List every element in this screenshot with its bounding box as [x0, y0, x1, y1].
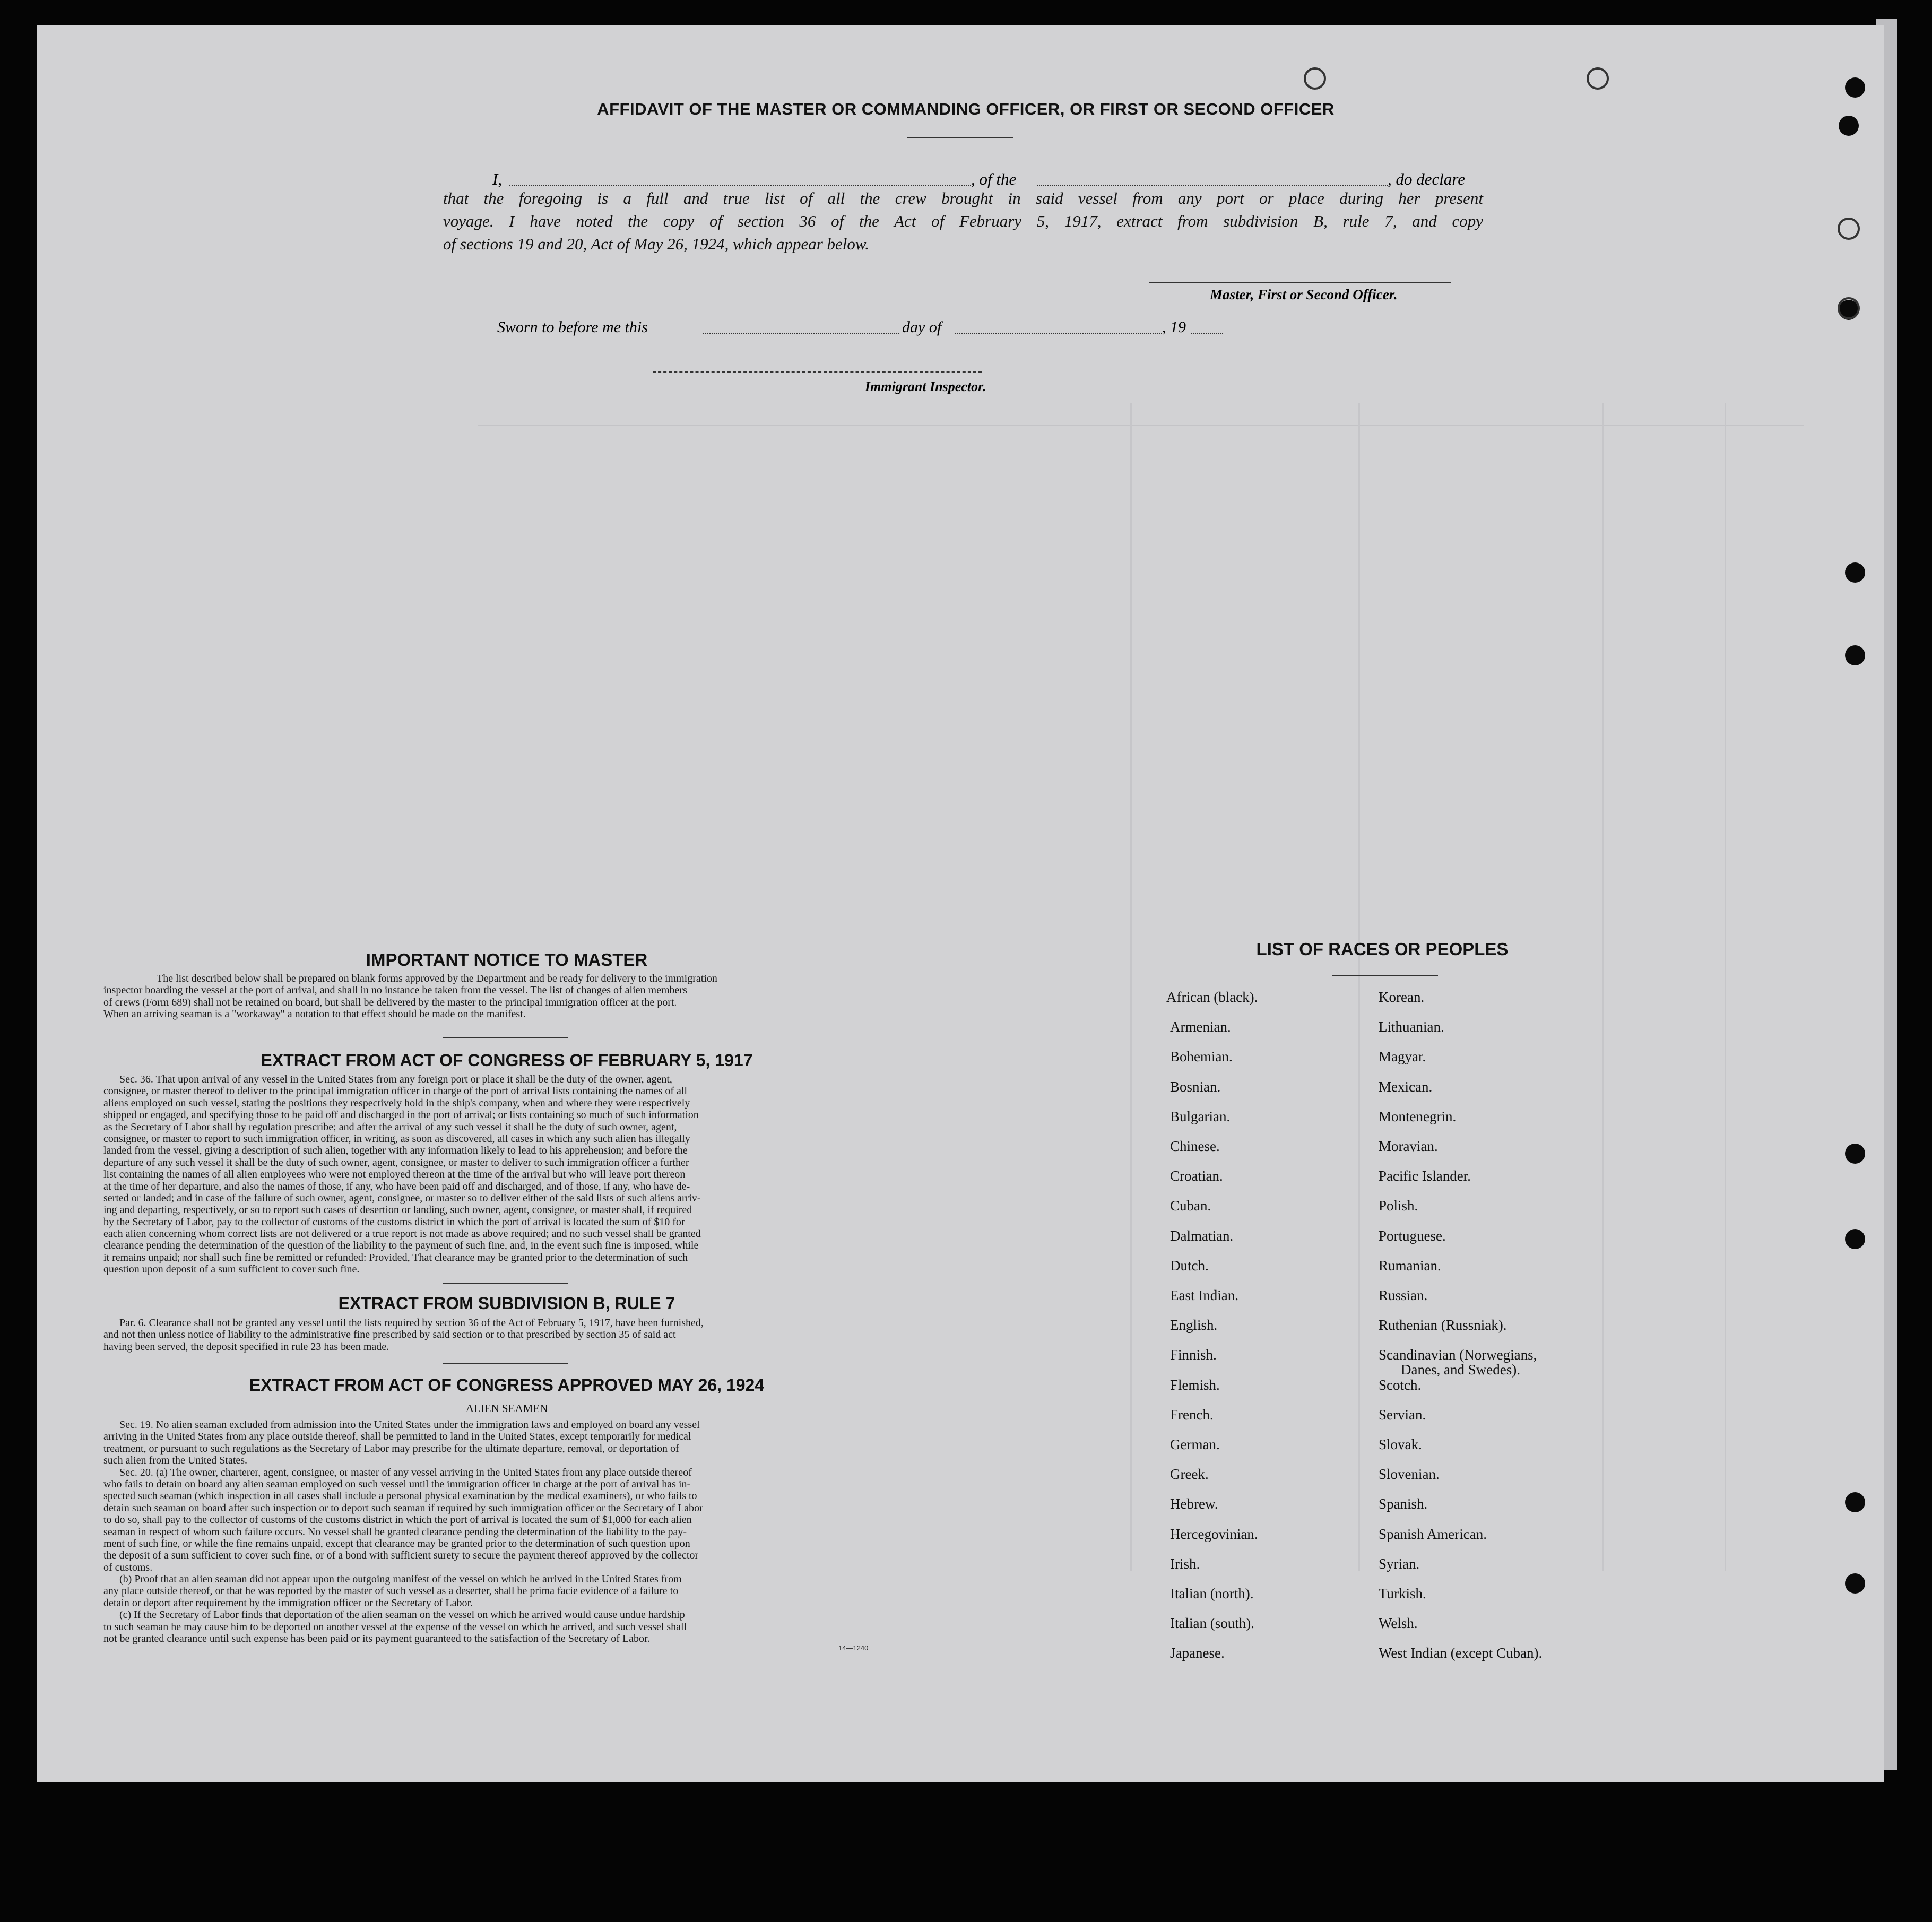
race-item: Ruthenian (Russniak).: [1379, 1317, 1507, 1333]
race-item: Flemish.: [1170, 1377, 1220, 1393]
punch-hole-ring: [1838, 297, 1860, 319]
affidavit-of-the: , of the: [971, 170, 1017, 188]
rule7-body: [103, 1317, 910, 1353]
extract-1924-line: Sec. 19. No alien seaman excluded from admission into the United States under the immigration laws and employed on board any vessel: [119, 1419, 700, 1431]
race-item: Scotch.: [1379, 1377, 1422, 1393]
race-item: Servian.: [1379, 1407, 1426, 1423]
race-item: Moravian.: [1379, 1138, 1438, 1154]
notice-line: of crews (Form 689) shall not be retained on board, but shall be delivered by the master to the principal immigration officer at the port.: [103, 996, 677, 1008]
master-label: Master, First or Second Officer.: [1210, 287, 1398, 302]
extract-1917-line: shipped or engaged, and specifying those to be paid off and discharged in the port of arrival; or lists containing so much of such information: [103, 1109, 699, 1121]
race-item: Welsh.: [1379, 1615, 1418, 1631]
race-item: Syrian.: [1379, 1556, 1420, 1572]
race-item: Danes, and Swedes).: [1401, 1362, 1520, 1378]
sworn-day-blank[interactable]: [703, 333, 899, 334]
extract-1924-line: to do so, shall pay to the collector of customs of the customs district in which the port of arrival is located the sum of $1,000 for each alien: [103, 1514, 692, 1526]
notice-line: inspector boarding the vessel at the port of arrival, and shall in no instance be taken from the vessel. The list of changes of alien members: [103, 984, 687, 997]
punch-hole-ring: [1838, 218, 1860, 240]
race-item: Chinese.: [1170, 1138, 1220, 1154]
affidavit-title: AFFIDAVIT OF THE MASTER OR COMMANDING OFFICER, OR FIRST OR SECOND OFFICER: [597, 100, 1335, 118]
punch-hole: [1845, 1492, 1865, 1512]
extract-1924-line: to such seaman he may cause him to be deported on another vessel at the expense of the vessel on which he arrived, and such vessel shall: [103, 1621, 687, 1633]
race-item: Slovenian.: [1379, 1466, 1440, 1482]
extract-1924-line: seaman in respect of whom such failure occurs. No vessel shall be granted clearance pending the determination of the liability to the pay-: [103, 1526, 687, 1538]
extract-1917-line: clearance pending the determination of the question of the liability to the payment of such fine, and, in the event such fine is imposed, while: [103, 1240, 699, 1252]
sworn-label: Sworn to before me this: [497, 318, 648, 336]
race-item: Magyar.: [1379, 1049, 1426, 1064]
race-item: Greek.: [1170, 1466, 1209, 1482]
affidavit-line-1: that the foregoing is a full and true list of all the crew brought in said vessel from any port or place during her present: [443, 189, 1483, 207]
extract-1924-line: such alien from the United States.: [103, 1455, 248, 1467]
notice-body: [103, 973, 910, 1020]
race-item: Slovak.: [1379, 1436, 1422, 1452]
punch-hole: [1845, 1573, 1865, 1594]
punch-hole: [1845, 562, 1865, 583]
affidavit-body: [443, 187, 1483, 255]
inspector-label: Immigrant Inspector.: [865, 379, 986, 394]
extract-1924-line: (c) If the Secretary of Labor finds that deportation of the alien seaman on the vessel on which he arrived would cause undue hardship: [119, 1609, 685, 1621]
race-item: Scandinavian (Norwegians,: [1379, 1347, 1537, 1363]
race-item: Rumanian.: [1379, 1258, 1441, 1274]
extract-1924-line: (b) Proof that an alien seaman did not appear upon the outgoing manifest of the vessel on which he arrived in the United States from: [119, 1573, 682, 1586]
section-divider: [443, 1283, 568, 1284]
notice-line: The list described below shall be prepared on blank forms approved by the Department and be ready for delivery to the immigration: [157, 973, 717, 984]
inspector-signature-line[interactable]: [653, 371, 982, 373]
race-item: Dutch.: [1170, 1258, 1209, 1274]
rule7-line: having been served, the deposit specified in rule 23 has been made.: [103, 1340, 389, 1353]
extract-1917-line: aliens employed on such vessel, stating the positions they respectively hold in the ship's company, when and where they were respectively: [103, 1097, 690, 1109]
race-item: Japanese.: [1170, 1645, 1225, 1661]
extract-1917-line: it remains unpaid; nor shall such fine be remitted or refunded: Provided, That clearance may be granted prior to the determination of such: [103, 1251, 688, 1263]
extract-1924-line: spected such seaman (which inspection in all cases shall include a personal physical examination by the medical examiners), or who fails to: [103, 1490, 697, 1502]
year-blank[interactable]: [1191, 333, 1223, 334]
day-of-label: day of: [902, 318, 942, 336]
race-item: Italian (south).: [1170, 1615, 1254, 1631]
extract-1917-line: as the Secretary of Labor shall by regulation prescribe; and after the arrival of any such vessel it shall be the duty of such owner, agent,: [103, 1121, 677, 1133]
race-item: French.: [1170, 1407, 1214, 1423]
punch-hole: [1839, 116, 1859, 136]
race-item: Irish.: [1170, 1556, 1200, 1572]
punch-hole: [1845, 1144, 1865, 1164]
race-item: German.: [1170, 1436, 1220, 1452]
race-item: Lithuanian.: [1379, 1019, 1444, 1035]
affidavit-do-declare: , do declare: [1388, 170, 1466, 188]
race-item: Hercegovinian.: [1170, 1526, 1258, 1542]
extract-1917-line: by the Secretary of Labor, pay to the collector of customs of the customs district in which the port of arrival is located the sum of $10 for: [103, 1216, 685, 1228]
race-item: Korean.: [1379, 989, 1425, 1005]
race-item: Mexican.: [1379, 1079, 1433, 1095]
race-item: English.: [1170, 1317, 1218, 1333]
race-item: Cuban.: [1170, 1198, 1211, 1214]
extract-1924-title: EXTRACT FROM ACT OF CONGRESS APPROVED MAY 26, 1924: [249, 1375, 765, 1395]
punch-hole: [1845, 77, 1865, 98]
rule7-line: and not then unless notice of liability to the administrative fine prescribed by said section or to that prescribed by section 35 of said act: [103, 1329, 676, 1341]
race-item: Armenian.: [1170, 1019, 1231, 1035]
extract-1917-line: at the time of her departure, and also the names of those, if any, who have been paid off and discharged, and of those, if any, who have de-: [103, 1180, 690, 1192]
punch-hole-ring: [1587, 67, 1609, 90]
race-item: Hebrew.: [1170, 1496, 1218, 1512]
master-signature-line[interactable]: [1149, 282, 1451, 283]
extract-1924-line: of customs.: [103, 1561, 153, 1573]
extract-1924-line: detain or deport after requirement by the immigration officer or the Secretary of Labor.: [103, 1597, 473, 1609]
race-item: East Indian.: [1170, 1287, 1238, 1303]
sworn-month-blank[interactable]: [955, 333, 1162, 334]
extract-1924-line: the deposit of a sum sufficient to cover such fine, or of a bond with sufficient surety to secure the payment thereof approved by the collector: [103, 1549, 699, 1562]
extract-1924-line: ment of such fine, or while the fine remains unpaid, except that clearance may be granted prior to the determination of such question upon: [103, 1537, 690, 1549]
race-item: Bosnian.: [1170, 1079, 1221, 1095]
section-divider: [443, 1037, 568, 1038]
extract-1924-line: any place outside thereof, or that he was reported by the master of such vessel as a deserter, shall be prima facie evidence of a failure to: [103, 1585, 679, 1597]
punch-hole: [1845, 645, 1865, 665]
race-item: Spanish American.: [1379, 1526, 1487, 1542]
affidavit-line-3: of sections 19 and 20, Act of May 26, 1924, which appear below.: [443, 235, 870, 253]
race-item: Spanish.: [1379, 1496, 1428, 1512]
extract-1917-line: consignee, or master to report to such immigration officer, in writing, as soon as discovered, all cases in which any such alien has illegally: [103, 1132, 690, 1145]
extract-1917-line: departure of any such vessel it shall be the duty of such owner, agent, consignee, or master to deliver to such immigration officer a further: [103, 1156, 689, 1168]
race-item: Bohemian.: [1170, 1049, 1233, 1064]
extract-1917-line: list containing the names of all alien employees who were not employed thereon at the time of the arrival but who will leave port thereon: [103, 1168, 686, 1181]
punch-hole-ring: [1304, 67, 1326, 90]
extract-1917-line: landed from the vessel, giving a description of such alien, together with any information likely to lead to his apprehension; and before the: [103, 1145, 688, 1157]
extract-1924-line: arriving in the United States from any place outside thereof, shall be permitted to land in the United States, except temporarily for medical: [103, 1431, 691, 1443]
race-item: Italian (north).: [1170, 1586, 1254, 1601]
rule7-line: Par. 6. Clearance shall not be granted any vessel until the lists required by section 36 of the Act of February 5, 1917, have been furnished,: [119, 1317, 704, 1329]
rule7-title: EXTRACT FROM SUBDIVISION B, RULE 7: [338, 1294, 675, 1313]
race-item: Bulgarian.: [1170, 1109, 1231, 1124]
form-number: 14—1240: [838, 1644, 869, 1652]
extract-1917-line: question upon deposit of a sum sufficient to cover such fine.: [103, 1263, 360, 1276]
extract-1917-line: consignee, or master thereof to deliver to the principal immigration officer in charge of the port of arrival lists containing the names of all: [103, 1085, 688, 1097]
race-item: Dalmatian.: [1170, 1228, 1234, 1244]
extract-1924-line: detain such seaman on board after such inspection or to deport such seaman if required by such immigration officer or the Secretary of Labor: [103, 1502, 703, 1514]
title-divider: [907, 137, 1013, 138]
race-item: Croatian.: [1170, 1168, 1223, 1184]
extract-1917-line: serted or landed; and in case of the failure of such owner, agent, consignee, or master so to deliver either of the said lists of such aliens arriv-: [103, 1192, 701, 1204]
extract-1917-line: ing and departing, respectively, or so to report such cases of desertion or landing, such owner, agent, consignee, or master shall, if required: [103, 1204, 692, 1216]
extract-1924-subtitle: ALIEN SEAMEN: [465, 1402, 548, 1415]
races-title: LIST OF RACES OR PEOPLES: [1256, 939, 1509, 959]
race-item: Turkish.: [1379, 1586, 1426, 1601]
extract-1917-body: [103, 1073, 910, 1276]
section-divider: [443, 1363, 568, 1364]
extract-1924-line: treatment, or pursuant to such regulations as the Secretary of Labor may prescribe for the ultimate departure, removal, or deportation of: [103, 1442, 679, 1455]
race-item: Montenegrin.: [1379, 1109, 1457, 1124]
race-item: Portuguese.: [1379, 1228, 1446, 1244]
extract-1924-line: Sec. 20. (a) The owner, charterer, agent, consignee, or master of any vessel arriving in the United States from any place outside thereof: [119, 1466, 692, 1478]
name-blank[interactable]: [509, 185, 971, 186]
section-divider: [1332, 975, 1438, 976]
punch-hole: [1845, 1229, 1865, 1249]
notice-title: IMPORTANT NOTICE TO MASTER: [366, 950, 648, 969]
race-item: West Indian (except Cuban).: [1379, 1645, 1543, 1661]
affidavit-i-label: I,: [492, 170, 503, 188]
year-label: , 19: [1162, 318, 1186, 336]
extract-1917-line: Sec. 36. That upon arrival of any vessel in the United States from any foreign port or place it shall be the duty of the owner, agent,: [119, 1073, 672, 1085]
extract-1924-line: not be granted clearance until such expense has been paid or its payment guaranteed to the satisfaction of the Secretary of Labor.: [103, 1633, 650, 1645]
race-item: Polish.: [1379, 1198, 1418, 1214]
notice-line: When an arriving seaman is a "workaway" a notation to that effect should be made on the manifest.: [103, 1008, 526, 1020]
extract-1924-line: who fails to detain on board any alien seaman employed on such vessel until the immigration officer in charge at the port of arrival has in-: [103, 1478, 691, 1490]
race-item: Pacific Islander.: [1379, 1168, 1471, 1184]
affidavit-line-2: voyage. I have noted the copy of section 36 of the Act of February 5, 1917, extract from subdivision B, rule 7, and copy: [443, 212, 1483, 230]
vessel-blank[interactable]: [1037, 185, 1388, 186]
race-item: Finnish.: [1170, 1347, 1217, 1363]
race-item: Russian.: [1379, 1287, 1428, 1303]
extract-1924-body: [103, 1419, 910, 1644]
extract-1917-title: EXTRACT FROM ACT OF CONGRESS OF FEBRUARY 5, 1917: [261, 1051, 753, 1070]
extract-1917-line: each alien concerning whom correct lists are not delivered or a true report is not made as above required; and no such vessel shall be granted: [103, 1228, 701, 1240]
race-item: African (black).: [1166, 989, 1258, 1005]
